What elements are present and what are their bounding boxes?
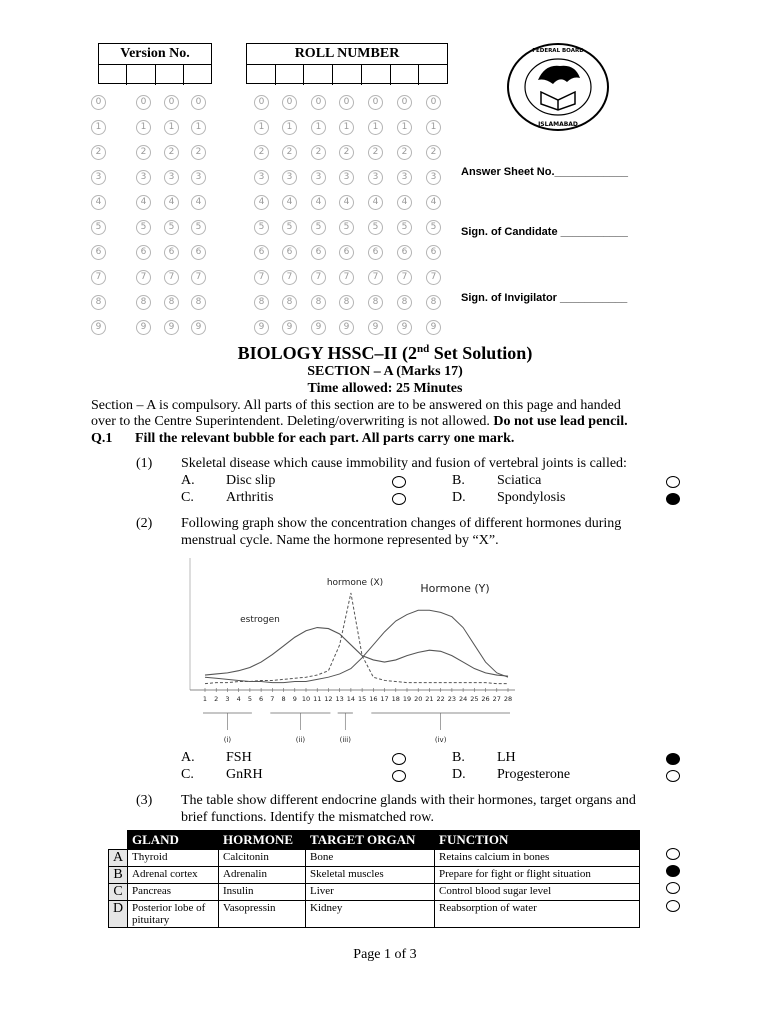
digit-bubble[interactable]: 4 [191, 195, 206, 210]
table-header: TARGET ORGAN [306, 831, 435, 850]
digit-bubble[interactable]: 4 [311, 195, 326, 210]
table-corner [109, 831, 128, 850]
digit-bubble[interactable]: 7 [368, 270, 383, 285]
table-row [109, 901, 640, 928]
digit-bubble[interactable]: 9 [254, 320, 269, 335]
digit-bubble[interactable]: 1 [136, 120, 151, 135]
roll-bubble-column [368, 95, 388, 345]
x-tick-label: 23 [447, 695, 457, 703]
roll-digit-cell[interactable] [419, 65, 447, 85]
option-text: GnRH [226, 767, 263, 782]
digit-bubble[interactable]: 4 [91, 195, 106, 210]
digit-bubble[interactable]: 9 [368, 320, 383, 335]
x-tick-label: 24 [458, 695, 468, 703]
digit-bubble[interactable]: 8 [426, 295, 441, 310]
roll-bubble-column [426, 95, 446, 345]
digit-bubble[interactable]: 3 [282, 170, 297, 185]
digit-bubble[interactable]: 9 [91, 320, 106, 335]
table-cell-function: Retains calcium in bones [435, 850, 640, 867]
x-tick-label: 18 [391, 695, 400, 703]
series-line-0 [205, 628, 508, 677]
version-number-box [98, 43, 212, 84]
digit-bubble[interactable]: 4 [339, 195, 354, 210]
digit-bubble[interactable]: 7 [426, 270, 441, 285]
digit-bubble[interactable]: 5 [339, 220, 354, 235]
answer-bubble[interactable] [666, 900, 680, 912]
digit-bubble[interactable]: 8 [164, 295, 179, 310]
digit-bubble[interactable]: 3 [136, 170, 151, 185]
table-cell-function: Control blood sugar level [435, 884, 640, 901]
digit-bubble[interactable]: 8 [191, 295, 206, 310]
digit-bubble[interactable]: 7 [397, 270, 412, 285]
digit-bubble[interactable]: 5 [191, 220, 206, 235]
roll-digit-cell[interactable] [333, 65, 362, 85]
option-letter: D. [452, 767, 466, 782]
page-number: Page 1 of 3 [353, 947, 417, 962]
option-letter: B. [452, 473, 465, 488]
digit-bubble[interactable]: 5 [311, 220, 326, 235]
roll-digit-cell[interactable] [391, 65, 420, 85]
table-cell-hormone: Calcitonin [219, 850, 306, 867]
option-letter: C. [181, 767, 194, 782]
digit-bubble[interactable]: 2 [339, 145, 354, 160]
x-tick-label: 20 [414, 695, 423, 703]
digit-bubble[interactable]: 7 [91, 270, 106, 285]
table-row [109, 850, 640, 867]
digit-bubble[interactable]: 4 [164, 195, 179, 210]
table-row [109, 867, 640, 884]
digit-bubble[interactable]: 7 [254, 270, 269, 285]
x-tick-label: 4 [236, 695, 241, 703]
version-bubble-column [91, 95, 111, 345]
digit-bubble[interactable]: 9 [339, 320, 354, 335]
option-letter: B. [452, 750, 465, 765]
x-tick-label: 5 [247, 695, 252, 703]
x-tick-label: 26 [481, 695, 490, 703]
digit-bubble[interactable]: 9 [164, 320, 179, 335]
x-tick-label: 16 [369, 695, 378, 703]
series-line-1 [205, 593, 508, 684]
digit-bubble[interactable]: 0 [311, 95, 326, 110]
roll-digit-cell[interactable] [247, 65, 276, 85]
part-question-text-line-2: menstrual cycle. Name the hormone represented by “X”. [181, 533, 499, 548]
digit-bubble[interactable]: 9 [282, 320, 297, 335]
digit-bubble[interactable]: 4 [426, 195, 441, 210]
digit-bubble[interactable]: 0 [397, 95, 412, 110]
digit-bubble[interactable]: 6 [282, 245, 297, 260]
table-cell-target: Bone [306, 850, 435, 867]
x-tick-label: 15 [357, 695, 367, 703]
part-number: (2) [136, 516, 153, 531]
answer-bubble[interactable] [666, 770, 680, 782]
digit-bubble[interactable]: 1 [91, 120, 106, 135]
x-tick-label: 10 [301, 695, 311, 703]
table-cell-label: A [109, 850, 128, 867]
candidate-signature[interactable]: Sign. of Candidate ___________ [461, 226, 628, 238]
time-allowed: Time allowed: 25 Minutes [307, 381, 463, 396]
option-text: Arthritis [226, 490, 274, 505]
hormone-chart [180, 550, 525, 750]
digit-bubble[interactable]: 0 [136, 95, 151, 110]
table-cell-hormone: Adrenalin [219, 867, 306, 884]
digit-bubble[interactable]: 5 [91, 220, 106, 235]
option-text: Progesterone [497, 767, 571, 782]
part-question-text-line-1: The table show different endocrine glands with their hormones, target organs and [181, 793, 636, 808]
x-tick-label: 14 [346, 695, 356, 703]
answer-bubble[interactable] [666, 848, 680, 860]
roll-bubble-column [339, 95, 359, 345]
digit-bubble[interactable]: 0 [339, 95, 354, 110]
roll-bubble-column [282, 95, 302, 345]
table-cell-function: Reabsorption of water [435, 901, 640, 928]
answer-bubble[interactable] [392, 493, 406, 505]
x-tick-label: 3 [225, 695, 230, 703]
x-tick-label: 28 [503, 695, 513, 703]
x-tick-label: 7 [270, 695, 275, 703]
table-cell-target: Liver [306, 884, 435, 901]
table-cell-gland: Thyroid [128, 850, 219, 867]
digit-bubble[interactable]: 8 [368, 295, 383, 310]
digit-bubble[interactable]: 0 [368, 95, 383, 110]
option-text: Disc slip [226, 473, 276, 488]
digit-bubble[interactable]: 9 [191, 320, 206, 335]
digit-bubble[interactable]: 8 [282, 295, 297, 310]
option-text: LH [497, 750, 516, 765]
option-letter: A. [181, 750, 195, 765]
option-letter: D. [452, 490, 466, 505]
roll-bubble-column [254, 95, 274, 345]
x-tick-label: 11 [313, 695, 322, 703]
table-cell-label: B [109, 867, 128, 884]
x-tick-label: 27 [492, 695, 501, 703]
digit-bubble[interactable]: 0 [164, 95, 179, 110]
digit-bubble[interactable]: 6 [164, 245, 179, 260]
digit-bubble[interactable]: 6 [136, 245, 151, 260]
digit-bubble[interactable]: 5 [282, 220, 297, 235]
digit-bubble[interactable]: 6 [397, 245, 412, 260]
digit-bubble[interactable]: 8 [339, 295, 354, 310]
answer-bubble[interactable] [666, 865, 680, 877]
version-digit-cell[interactable] [184, 65, 211, 85]
roll-bubble-column [311, 95, 331, 345]
x-tick-label: 6 [259, 695, 264, 703]
digit-bubble[interactable]: 6 [254, 245, 269, 260]
digit-bubble[interactable]: 7 [282, 270, 297, 285]
table-cell-function: Prepare for fight or flight situation [435, 867, 640, 884]
digit-bubble[interactable]: 2 [426, 145, 441, 160]
digit-bubble[interactable]: 3 [368, 170, 383, 185]
paper-title: BIOLOGY HSSC–II (2nd Set Solution) [237, 343, 533, 363]
digit-bubble[interactable]: 3 [339, 170, 354, 185]
digit-bubble[interactable]: 3 [191, 170, 206, 185]
digit-bubble[interactable]: 7 [191, 270, 206, 285]
table-cell-gland: Adrenal cortex [128, 867, 219, 884]
option-text: FSH [226, 750, 252, 765]
digit-bubble[interactable]: 5 [426, 220, 441, 235]
digit-bubble[interactable]: 9 [426, 320, 441, 335]
digit-bubble[interactable]: 2 [254, 145, 269, 160]
digit-bubble[interactable]: 9 [311, 320, 326, 335]
digit-bubble[interactable]: 1 [397, 120, 412, 135]
digit-bubble[interactable]: 2 [397, 145, 412, 160]
phase-label: (i) [223, 736, 232, 744]
digit-bubble[interactable]: 6 [91, 245, 106, 260]
table-header: HORMONE [219, 831, 306, 850]
digit-bubble[interactable]: 9 [397, 320, 412, 335]
section-heading: SECTION – A (Marks 17) [307, 364, 463, 379]
svg-text:FEDERAL BOARD: FEDERAL BOARD [532, 48, 584, 54]
option-letter: C. [181, 490, 194, 505]
digit-bubble[interactable]: 3 [426, 170, 441, 185]
digit-bubble[interactable]: 2 [311, 145, 326, 160]
digit-bubble[interactable]: 6 [311, 245, 326, 260]
digit-bubble[interactable]: 0 [91, 95, 106, 110]
version-bubble-column [191, 95, 211, 345]
digit-bubble[interactable]: 8 [311, 295, 326, 310]
digit-bubble[interactable]: 2 [164, 145, 179, 160]
answer-bubble[interactable] [666, 753, 680, 765]
table-row [109, 884, 640, 901]
digit-bubble[interactable]: 9 [136, 320, 151, 335]
digit-bubble[interactable]: 5 [397, 220, 412, 235]
digit-bubble[interactable]: 2 [91, 145, 106, 160]
x-tick-label: 17 [380, 695, 389, 703]
part-question-text: Skeletal disease which cause immobility and fusion of vertebral joints is called: [181, 456, 627, 471]
part-question-text-line-2: brief functions. Identify the mismatched row. [181, 810, 434, 825]
roll-digit-cell[interactable] [304, 65, 333, 85]
option-text: Sciatica [497, 473, 542, 488]
digit-bubble[interactable]: 4 [397, 195, 412, 210]
answer-bubble[interactable] [392, 753, 406, 765]
digit-bubble[interactable]: 3 [91, 170, 106, 185]
digit-bubble[interactable]: 7 [311, 270, 326, 285]
series-label: hormone (X) [326, 578, 384, 588]
digit-bubble[interactable]: 2 [136, 145, 151, 160]
answer-bubble[interactable] [666, 493, 680, 505]
version-bubble-column [136, 95, 156, 345]
digit-bubble[interactable]: 0 [254, 95, 269, 110]
digit-bubble[interactable]: 1 [339, 120, 354, 135]
answer-bubble[interactable] [666, 882, 680, 894]
x-tick-label: 22 [436, 695, 445, 703]
x-tick-label: 19 [402, 695, 412, 703]
digit-bubble[interactable]: 1 [282, 120, 297, 135]
version-digit-cell[interactable] [99, 65, 127, 85]
digit-bubble[interactable]: 1 [368, 120, 383, 135]
digit-bubble[interactable]: 1 [254, 120, 269, 135]
roll-number-label: ROLL NUMBER [247, 44, 447, 65]
digit-bubble[interactable]: 8 [254, 295, 269, 310]
x-tick-label: 25 [470, 695, 479, 703]
x-tick-label: 8 [281, 695, 286, 703]
digit-bubble[interactable]: 1 [164, 120, 179, 135]
digit-bubble[interactable]: 2 [368, 145, 383, 160]
digit-bubble[interactable]: 5 [368, 220, 383, 235]
instructions-line-1: Section – A is compulsory. All parts of this section are to be answered on this page and handed [91, 398, 621, 413]
digit-bubble[interactable]: 2 [282, 145, 297, 160]
answer-bubble[interactable] [666, 476, 680, 488]
roll-number-box [246, 43, 448, 84]
digit-bubble[interactable]: 7 [164, 270, 179, 285]
digit-bubble[interactable]: 6 [426, 245, 441, 260]
version-digit-cell[interactable] [156, 65, 184, 85]
answer-sheet-no[interactable]: Answer Sheet No.____________ [461, 166, 628, 178]
digit-bubble[interactable]: 1 [426, 120, 441, 135]
digit-bubble[interactable]: 6 [368, 245, 383, 260]
series-label: Hormone (Y) [420, 582, 490, 595]
x-tick-label: 2 [214, 695, 219, 703]
phase-label: (ii) [295, 736, 306, 744]
digit-bubble[interactable]: 7 [136, 270, 151, 285]
digit-bubble[interactable]: 4 [282, 195, 297, 210]
version-bubble-column [164, 95, 184, 345]
phase-label: (iii) [339, 736, 351, 744]
digit-bubble[interactable]: 0 [426, 95, 441, 110]
table-header-row [109, 831, 640, 850]
option-letter: A. [181, 473, 195, 488]
svg-text:ISLAMABAD: ISLAMABAD [538, 121, 578, 128]
table-cell-label: C [109, 884, 128, 901]
series-label: estrogen [240, 615, 280, 625]
digit-bubble[interactable]: 8 [136, 295, 151, 310]
instructions-line-2: over to the Centre Superintendent. Deleting/overwriting is not allowed. Do not use lead pencil. [91, 414, 628, 429]
roll-digit-cell[interactable] [362, 65, 391, 85]
table-header: FUNCTION [435, 831, 640, 850]
option-text: Spondylosis [497, 490, 566, 505]
digit-bubble[interactable]: 3 [254, 170, 269, 185]
x-tick-label: 1 [202, 695, 208, 703]
x-tick-label: 13 [335, 695, 344, 703]
digit-bubble[interactable]: 1 [311, 120, 326, 135]
version-number-label: Version No. [99, 44, 211, 65]
digit-bubble[interactable]: 7 [339, 270, 354, 285]
digit-bubble[interactable]: 5 [254, 220, 269, 235]
x-tick-label: 21 [425, 695, 434, 703]
digit-bubble[interactable]: 0 [191, 95, 206, 110]
digit-bubble[interactable]: 8 [397, 295, 412, 310]
table-cell-label: D [109, 901, 128, 928]
digit-bubble[interactable]: 8 [91, 295, 106, 310]
x-tick-label: 9 [292, 695, 297, 703]
question-instruction: Fill the relevant bubble for each part. All parts carry one mark. [135, 431, 515, 446]
answer-bubble[interactable] [392, 770, 406, 782]
digit-bubble[interactable]: 3 [311, 170, 326, 185]
part-question-text-line-1: Following graph show the concentration changes of different hormones during [181, 516, 622, 531]
version-digit-cell[interactable] [127, 65, 155, 85]
part-number: (1) [136, 456, 153, 471]
roll-digit-cell[interactable] [276, 65, 305, 85]
roll-bubble-column [397, 95, 417, 345]
table-cell-hormone: Vasopressin [219, 901, 306, 928]
x-tick-label: 12 [324, 695, 333, 703]
invigilator-signature[interactable]: Sign. of Invigilator ___________ [461, 292, 628, 304]
digit-bubble[interactable]: 3 [164, 170, 179, 185]
endocrine-table [108, 830, 640, 928]
digit-bubble[interactable]: 0 [282, 95, 297, 110]
digit-bubble[interactable]: 5 [164, 220, 179, 235]
table-cell-gland: Posterior lobe of pituitary [128, 901, 219, 928]
digit-bubble[interactable]: 5 [136, 220, 151, 235]
digit-bubble[interactable]: 4 [136, 195, 151, 210]
table-cell-hormone: Insulin [219, 884, 306, 901]
digit-bubble[interactable]: 2 [191, 145, 206, 160]
digit-bubble[interactable]: 6 [191, 245, 206, 260]
answer-bubble[interactable] [392, 476, 406, 488]
table-header: GLAND [128, 831, 219, 850]
digit-bubble[interactable]: 4 [368, 195, 383, 210]
phase-label: (iv) [434, 736, 447, 744]
table-cell-target: Kidney [306, 901, 435, 928]
fbise-seal-logo [505, 42, 611, 132]
digit-bubble[interactable]: 1 [191, 120, 206, 135]
digit-bubble[interactable]: 6 [339, 245, 354, 260]
digit-bubble[interactable]: 3 [397, 170, 412, 185]
table-cell-target: Skeletal muscles [306, 867, 435, 884]
table-cell-gland: Pancreas [128, 884, 219, 901]
question-number: Q.1 [91, 431, 113, 446]
digit-bubble[interactable]: 4 [254, 195, 269, 210]
part-number: (3) [136, 793, 153, 808]
